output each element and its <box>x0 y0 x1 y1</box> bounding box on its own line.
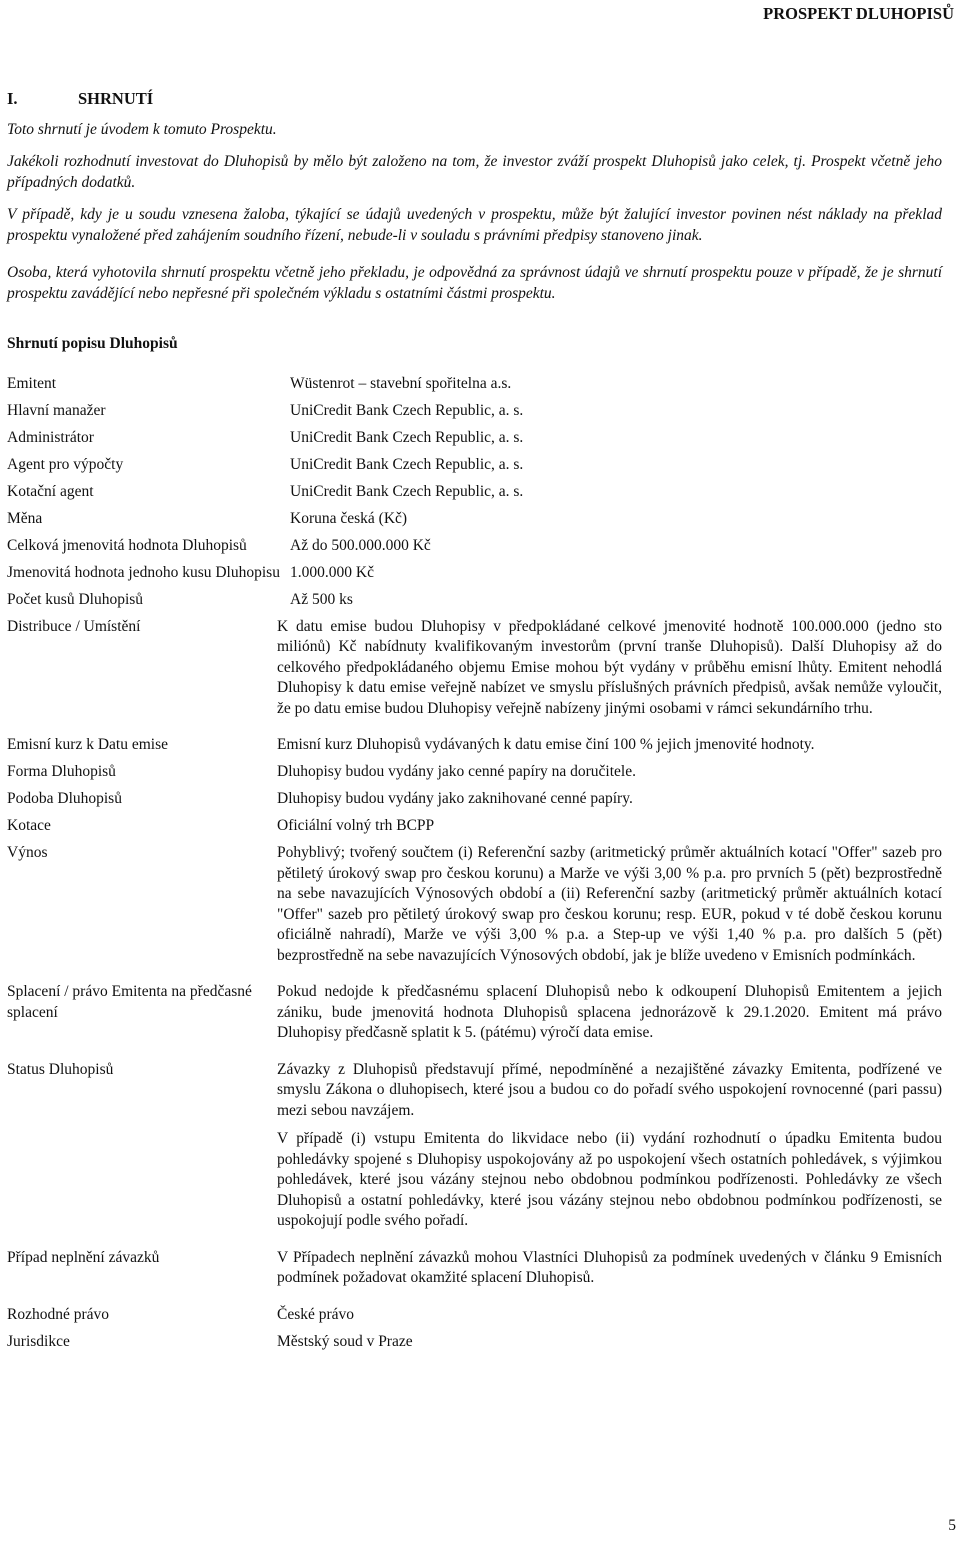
summary-row-label: Emitent <box>7 374 57 392</box>
summary-row-value <box>277 816 942 837</box>
summary-row-value-paragraph: V případě (i) vstupu Emitenta do likvidace nebo (ii) vydání rozhodnutí o úpadku Emitenta budou pohledávky spojené s Dluhopisy uspokojovány až po uspokojení všech ostatních pohledávek, s výjimkou pohledávek, které jsou vázány stejnou nebo obdobnou podmínkou podřízenosti. Pohledávky ze všech Dluhopisů a ostatní pohledávky, které jsou vázány stejnou nebo obdobnou podmínkou podřízenosti, se uspokojují podle svého pořadí. <box>277 1130 942 1229</box>
section-title: SHRNUTÍ <box>78 89 154 108</box>
summary-row-value-paragraph: Závazky z Dluhopisů představují přímé, nepodmíněné a nezajištěné závazky Emitenta, podřízené ve smyslu Zákona o dluhopisech, které jsou a budou co do pořadí svého uspokojení rovnocenné (pari passu) mezi sebou navzájem. <box>277 1060 942 1119</box>
summary-row-value <box>277 1060 942 1232</box>
summary-row-value <box>277 1332 942 1353</box>
summary-row-value <box>277 789 942 810</box>
summary-row-label: Forma Dluhopisů <box>7 763 116 780</box>
summary-row-value-paragraph: Až 500 ks <box>290 590 353 608</box>
summary-row-label: Výnos <box>7 844 48 861</box>
summary-row <box>7 374 942 395</box>
summary-row-label: Kotace <box>7 817 51 834</box>
section-heading <box>7 89 942 110</box>
summary-row-value <box>277 982 942 1044</box>
summary-row <box>7 762 942 783</box>
summary-row-value-paragraph: V Případech neplnění závazků mohou Vlastníci Dluhopisů za podmínek uvedených v článku 9 Emisních podmínek požadovat okamžité splacení Dluhopisů. <box>277 1248 942 1286</box>
summary-row <box>7 735 942 756</box>
section-number: I. <box>7 89 18 108</box>
summary-row <box>7 455 942 476</box>
summary-row-value <box>290 401 942 422</box>
summary-row-label: Případ neplnění závazků <box>7 1248 160 1266</box>
intro-paragraph: Osoba, která vyhotovila shrnutí prospektu včetně jeho překladu, je odpovědná za správnost údajů ve shrnutí prospektu pouze v případě, že je shrnutí prospektu zavádějící nebo nepřesné při společném výkladu s ostatními částmi prospektu. <box>7 264 942 302</box>
summary-row <box>7 1248 942 1289</box>
summary-row-value <box>290 563 942 584</box>
summary-row-label: Měna <box>7 509 43 527</box>
page-content <box>7 89 942 1359</box>
page-header-title: PROSPEKT DLUHOPISŮ <box>763 4 954 23</box>
intro-paragraph: V případě, kdy je u soudu vznesena žaloba, týkající se údajů uvedených v prospektu, může být žalující investor povinen nést náklady na překlad prospektu vynaložené před zahájením soudního řízení, nebude-li v souladu s právními předpisy stanoveno jinak. <box>7 206 942 244</box>
summary-row <box>7 617 942 720</box>
summary-row-value-paragraph: Wüstenrot – stavební spořitelna a.s. <box>290 374 512 392</box>
summary-row-label: Distribuce / Umístění <box>7 617 141 635</box>
summary-row-label: Jmenovitá hodnota jednoho kusu Dluhopisu <box>7 563 280 581</box>
summary-row-value-paragraph: 1.000.000 Kč <box>290 563 374 581</box>
page-number: 5 <box>948 1516 956 1534</box>
summary-row-label: Podoba Dluhopisů <box>7 790 122 807</box>
summary-row-value-paragraph: České právo <box>277 1305 355 1323</box>
summary-row-label: Jurisdikce <box>7 1332 70 1350</box>
summary-row-value-paragraph: UniCredit Bank Czech Republic, a. s. <box>290 428 524 446</box>
summary-row <box>7 1060 942 1232</box>
summary-row <box>7 482 942 503</box>
summary-row-label: Celková jmenovitá hodnota Dluhopisů <box>7 536 247 554</box>
summary-row <box>7 401 942 422</box>
summary-table <box>7 374 942 1353</box>
summary-row-value-paragraph: Pohyblivý; tvořený součtem (i) Referenční sazby (aritmetický průměr aktuálních kotací "Offer" sazeb pro pětiletý úrokový swap pro českou korunu) a Marže ve výši 3,00 % p.a. pro prvních 5 (pět) bezprostředně na sebe navazujících Výnosových období a (ii) Referenční sazby (aritmetický průměr aktuálních kotací "Offer" sazeb pro pětiletý úrokový swap pro českou korunu; resp. EUR, pokud v té době českou korunu oficiálně nahradí), Marže ve výši 3,00 % p.a. a Step-up ve výši 1,40 % p.a. pro dalších 5 (pět) bezprostředně na sebe navazujících Výnosových období, jak je blíže uvedeno v Emisních podmínkách. <box>277 844 942 964</box>
intro-paragraph: Toto shrnutí je úvodem k tomuto Prospektu. <box>7 120 277 138</box>
summary-row-value <box>290 455 942 476</box>
summary-row <box>7 1305 942 1326</box>
summary-row-value <box>290 428 942 449</box>
summary-row-value <box>290 536 942 557</box>
summary-row-label: Počet kusů Dluhopisů <box>7 590 144 608</box>
summary-row-value <box>277 1248 942 1289</box>
summary-row <box>7 816 942 837</box>
summary-row-label: Agent pro výpočty <box>7 455 124 473</box>
summary-row-value <box>290 590 942 611</box>
summary-row-value <box>290 374 942 395</box>
summary-row-value <box>277 843 942 966</box>
summary-row-value-paragraph: UniCredit Bank Czech Republic, a. s. <box>290 455 524 473</box>
summary-row-label: Administrátor <box>7 428 94 446</box>
summary-row <box>7 982 942 1044</box>
summary-row-value-paragraph: Dluhopisy budou vydány jako zaknihované cenné papíry. <box>277 790 633 807</box>
summary-row-label: Emisní kurz k Datu emise <box>7 736 168 753</box>
summary-row <box>7 590 942 611</box>
summary-row <box>7 563 942 584</box>
summary-row-label: Splacení / právo Emitenta na předčasné splacení <box>7 983 252 1021</box>
summary-row <box>7 509 942 530</box>
summary-row-value-paragraph: UniCredit Bank Czech Republic, a. s. <box>290 482 524 500</box>
summary-row-value-paragraph: K datu emise budou Dluhopisy v předpokládané celkové jmenovité hodnotě 100.000.000 (jedno sto miliónů) Kč nabídnuty kvalifikovaným investorům (první tranše Dluhopisů). Další Dluhopisy až do celkového předpokládaného objemu Emise mohou být vydány v průběhu emisní lhůty. Emitent nehodlá Dluhopisy k datu emise veřejně nabízet ve smyslu příslušných právních předpisů, avšak nemůže vyloučit, že po datu emise budou Dluhopisy veřejně nabízeny jinými osobami v rámci sekundárního trhu. <box>277 617 942 717</box>
summary-row-value-paragraph: Pokud nedojde k předčasnému splacení Dluhopisů nebo k odkoupení Dluhopisů Emitentem a jejich zániku, bude jmenovitá hodnota Dluhopisů splacena jednorázově k 29.1.2020. Emitent má právo Dluhopisy předčasně splatit k 5. (pátému) výročí data emise. <box>277 983 942 1041</box>
summary-row-value-paragraph: Koruna česká (Kč) <box>290 509 408 527</box>
summary-row-value <box>277 617 942 720</box>
summary-row <box>7 843 942 966</box>
intro-paragraph: Jakékoli rozhodnutí investovat do Dluhopisů by mělo být založeno na tom, že investor zváží prospekt Dluhopisů jako celek, tj. Prospekt včetně jeho případných dodatků. <box>7 153 942 191</box>
summary-row <box>7 1332 942 1353</box>
summary-row-value <box>277 762 942 783</box>
summary-row <box>7 789 942 810</box>
summary-row-label: Hlavní manažer <box>7 401 106 419</box>
summary-row-value-paragraph: UniCredit Bank Czech Republic, a. s. <box>290 401 524 419</box>
summary-row-label: Status Dluhopisů <box>7 1060 114 1078</box>
summary-row-value-paragraph: Dluhopisy budou vydány jako cenné papíry na doručitele. <box>277 763 636 780</box>
summary-row-value <box>290 509 942 530</box>
summary-row-value-paragraph: Oficiální volný trh BCPP <box>277 817 435 834</box>
summary-row-value-paragraph: Emisní kurz Dluhopisů vydávaných k datu emise činí 100 % jejich jmenovité hodnoty. <box>277 736 815 753</box>
summary-title: Shrnutí popisu Dluhopisů <box>7 335 178 352</box>
summary-row <box>7 536 942 557</box>
summary-row-value <box>290 482 942 503</box>
summary-row-value-paragraph: Městský soud v Praze <box>277 1332 413 1350</box>
summary-row-value-paragraph: Až do 500.000.000 Kč <box>290 536 431 554</box>
summary-row-value <box>277 735 942 756</box>
summary-row <box>7 428 942 449</box>
summary-row-label: Rozhodné právo <box>7 1305 110 1323</box>
summary-row-value <box>277 1305 942 1326</box>
summary-row-label: Kotační agent <box>7 482 94 500</box>
